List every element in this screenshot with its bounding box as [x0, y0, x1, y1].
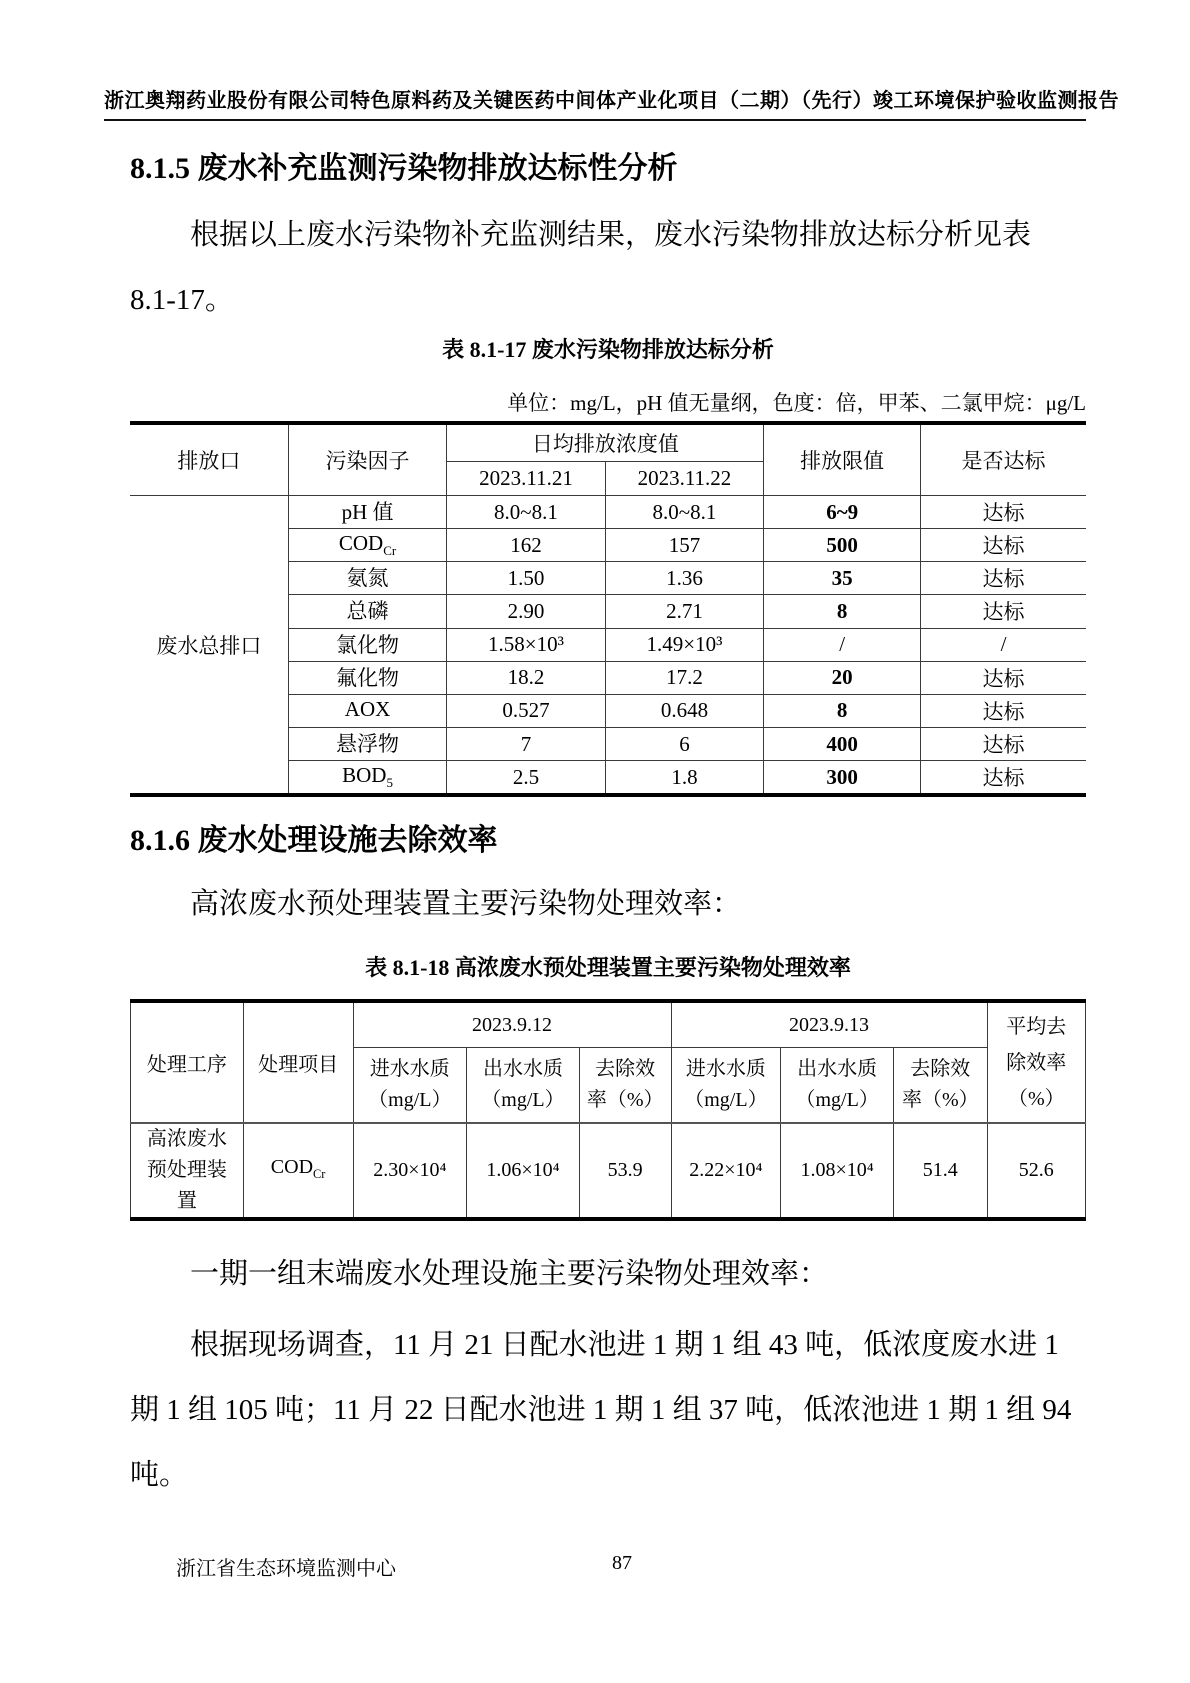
cell-limit: 6~9	[764, 496, 921, 529]
cell-status: /	[921, 628, 1086, 661]
cell-value-date1: 18.2	[447, 661, 605, 694]
cell-status: 达标	[921, 727, 1086, 760]
table-8-1-18-title: 表 8.1-18 高浓废水预处理装置主要污染物处理效率	[365, 955, 851, 981]
cell-value-date1: 8.0~8.1	[447, 496, 605, 529]
table-row	[130, 496, 1086, 529]
cell-status: 达标	[921, 761, 1086, 796]
table-8-1-17-unit-note: 单位：mg/L，pH 值无量纲，色度：倍，甲苯、二氯甲烷：μg/L	[507, 391, 1086, 415]
paragraph-yiqi: 一期一组末端废水处理设施主要污染物处理效率：	[190, 1258, 829, 1291]
cell-value-date2: 6	[605, 727, 764, 760]
page-content	[0, 151, 1190, 1508]
cell-removal-2: 51.4	[894, 1123, 988, 1219]
col-header-daily-avg: 日均排放浓度值	[447, 423, 764, 462]
col-header-date1: 2023.11.21	[447, 462, 605, 496]
cell-limit: 20	[764, 661, 921, 694]
paragraph-line: 8.1-17。	[130, 284, 234, 316]
col-header-outflow-2: 出水水质 （mg/L）	[781, 1048, 894, 1124]
cell-limit: 300	[764, 761, 921, 796]
table-8-1-17	[130, 421, 1086, 797]
cell-value-date1: 7	[447, 727, 605, 760]
paragraph-8-1-5	[130, 203, 1086, 333]
col-header-outflow-1: 出水水质 （mg/L）	[467, 1048, 580, 1124]
col-header-item: 处理项目	[243, 1001, 353, 1123]
cell-limit: /	[764, 628, 921, 661]
cell-factor: 氨氮	[288, 562, 447, 595]
cell-outlet: 废水总排口	[130, 496, 288, 796]
paragraph-line: 根据现场调查，11 月 21 日配水池进 1 期 1 组 43 吨，低浓度废水进 1	[190, 1329, 1059, 1362]
col-header-inflow-2: 进水水质 （mg/L）	[671, 1048, 781, 1124]
section-8-1-5-heading: 8.1.5 废水补充监测污染物排放达标性分析	[130, 152, 678, 185]
cell-value-date2: 157	[605, 529, 764, 562]
cell-value-date1: 0.527	[447, 694, 605, 727]
table-row	[131, 1123, 1086, 1219]
cell-value-date2: 1.49×10³	[605, 628, 764, 661]
paragraph-line: 期 1 组 105 吨；11 月 22 日配水池进 1 期 1 组 37 吨，低浓池进 1 期 1 组 94	[130, 1394, 1072, 1427]
cell-inflow-2: 2.22×10⁴	[671, 1123, 781, 1219]
cell-inflow-1: 2.30×10⁴	[353, 1123, 467, 1219]
cell-limit: 400	[764, 727, 921, 760]
section-8-1-6-heading: 8.1.6 废水处理设施去除效率	[130, 824, 498, 858]
cell-value-date2: 0.648	[605, 694, 764, 727]
col-header-outlet: 排放口	[130, 423, 288, 496]
col-header-process: 处理工序	[131, 1001, 244, 1123]
cell-factor: 总磷	[288, 595, 447, 628]
paragraph-line: 根据以上废水污染物补充监测结果，废水污染物排放达标分析见表	[190, 219, 1032, 251]
paragraph-line: 吨。	[130, 1459, 189, 1492]
cell-value-date1: 2.90	[447, 595, 605, 628]
cell-status: 达标	[921, 661, 1086, 694]
cell-limit: 35	[764, 562, 921, 595]
col-header-compliance: 是否达标	[921, 423, 1086, 496]
running-header	[104, 0, 1119, 121]
col-header-inflow-1: 进水水质 （mg/L）	[353, 1048, 467, 1124]
col-header-removal-2: 去除效 率（%）	[894, 1048, 988, 1124]
cell-status: 达标	[921, 562, 1086, 595]
cell-value-date1: 1.58×10³	[447, 628, 605, 661]
cell-factor: pH 值	[288, 496, 447, 529]
cell-factor: 悬浮物	[288, 727, 447, 760]
col-header-factor: 污染因子	[288, 423, 447, 496]
cell-factor: $BOD_5$	[288, 761, 447, 796]
cell-factor: 氟化物	[288, 661, 447, 694]
cell-status: 达标	[921, 694, 1086, 727]
table-8-1-18	[130, 999, 1086, 1221]
cell-limit: 8	[764, 694, 921, 727]
cell-item: $COD_{Cr}$	[243, 1123, 353, 1219]
cell-value-date2: 8.0~8.1	[605, 496, 764, 529]
cell-factor: $COD_{Cr}$	[288, 529, 447, 562]
cell-removal-1: 53.9	[579, 1123, 671, 1219]
cell-value-date2: 2.71	[605, 595, 764, 628]
footer-page-number: 87	[612, 1552, 632, 1574]
cell-outflow-1: 1.06×10⁴	[467, 1123, 580, 1219]
running-header-text: 浙江奥翔药业股份有限公司特色原料药及关键医药中间体产业化项目（二期）（先行）竣工环境保护验收监测报告	[104, 90, 1119, 112]
cell-status: 达标	[921, 529, 1086, 562]
cell-value-date1: 2.5	[447, 761, 605, 796]
cell-value-date2: 1.36	[605, 562, 764, 595]
table-8-1-17-title: 表 8.1-17 废水污染物排放达标分析	[442, 337, 774, 362]
cell-process: 高浓废水 预处理装 置	[131, 1123, 244, 1219]
cell-value-date2: 17.2	[605, 661, 764, 694]
cell-outflow-2: 1.08×10⁴	[781, 1123, 894, 1219]
col-header-date2: 2023.9.13	[671, 1001, 987, 1048]
cell-limit: 8	[764, 595, 921, 628]
col-header-avg-removal: 平均去 除效率 （%）	[987, 1001, 1085, 1123]
footer-organization: 浙江省生态环境监测中心	[176, 1558, 396, 1580]
col-header-removal-1: 去除效 率（%）	[579, 1048, 671, 1124]
cell-value-date1: 1.50	[447, 562, 605, 595]
cell-status: 达标	[921, 496, 1086, 529]
col-header-limit: 排放限值	[764, 423, 921, 496]
cell-value-date1: 162	[447, 529, 605, 562]
paragraph-xianchang	[130, 1313, 1086, 1508]
paragraph-gaonong: 高浓废水预处理装置主要污染物处理效率：	[190, 888, 742, 921]
col-header-date2: 2023.11.22	[605, 462, 764, 496]
cell-limit: 500	[764, 529, 921, 562]
col-header-date1: 2023.9.12	[353, 1001, 671, 1048]
cell-value-date2: 1.8	[605, 761, 764, 796]
cell-factor: 氯化物	[288, 628, 447, 661]
cell-status: 达标	[921, 595, 1086, 628]
cell-factor: AOX	[288, 694, 447, 727]
cell-avg-removal: 52.6	[987, 1123, 1085, 1219]
